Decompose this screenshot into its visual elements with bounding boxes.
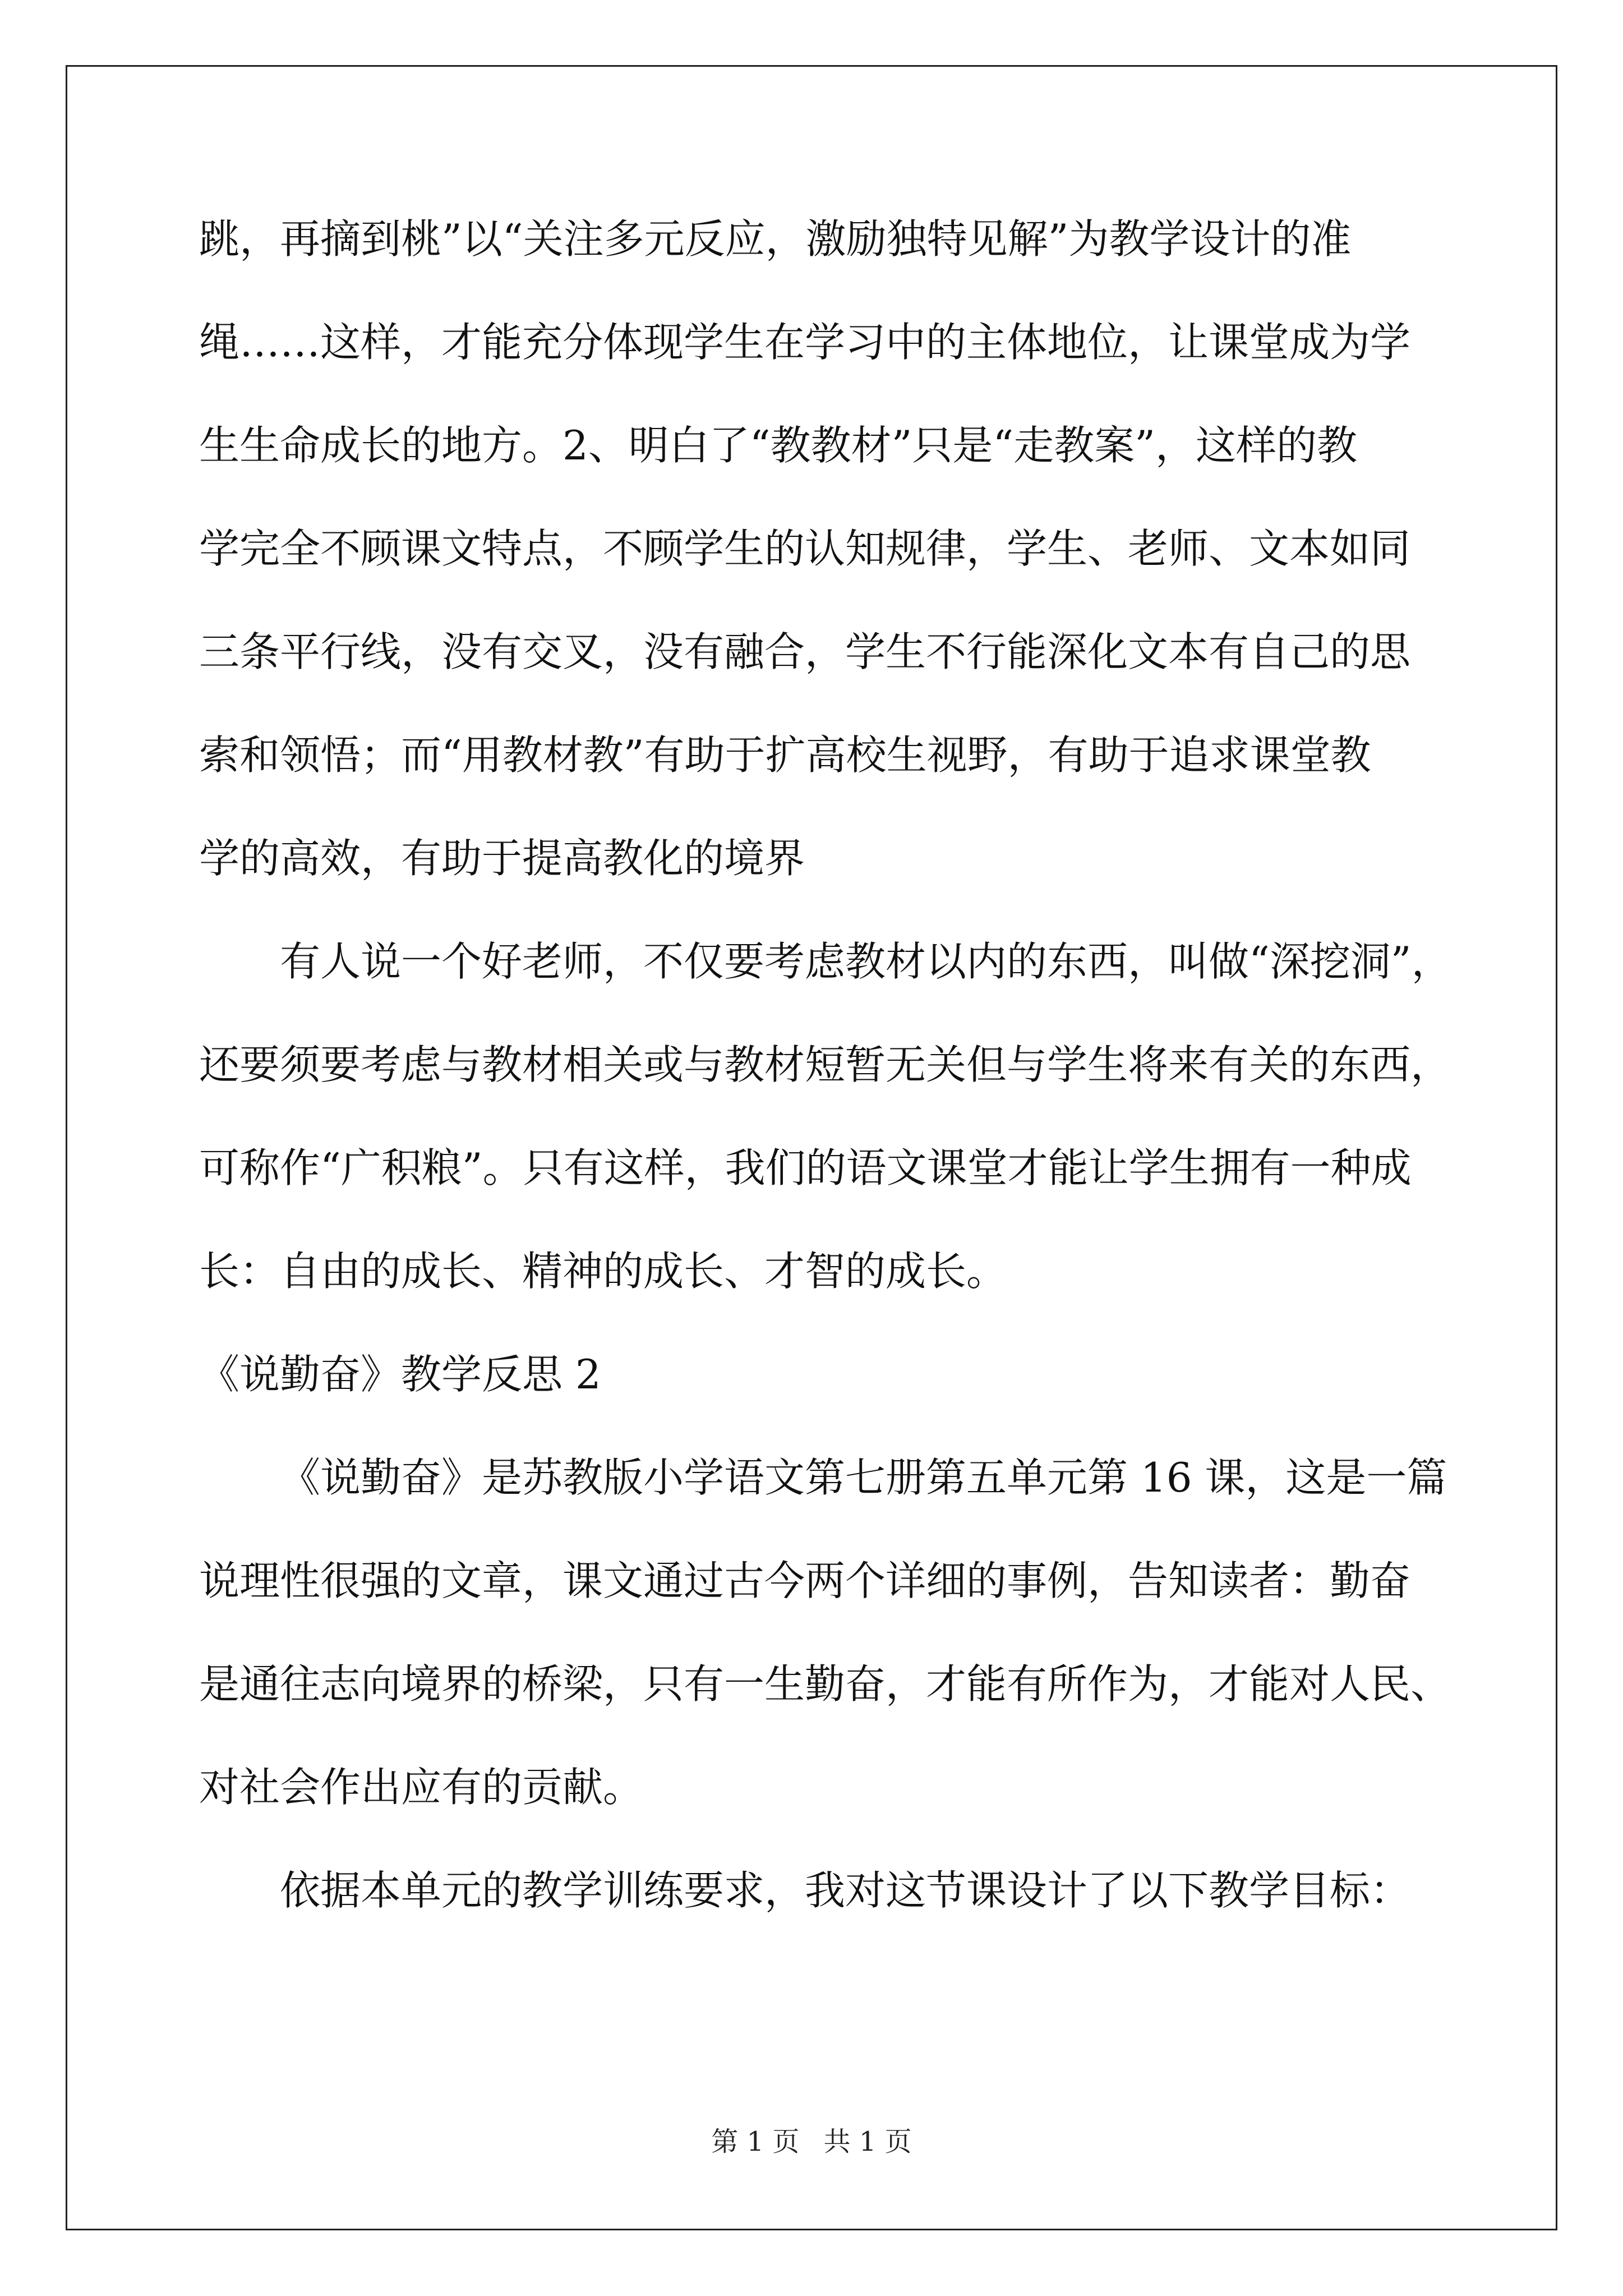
text-line: 三条平行线，没有交叉，没有融合，学生不行能深化文本有自己的思 — [199, 628, 1411, 675]
page-number: 第 1 页 — [711, 2126, 800, 2157]
text-line: 长：自由的成长、精神的成长、才智的成长。 — [199, 1248, 1007, 1295]
document-body — [199, 213, 1452, 1916]
text-line: 《说勤奋》是苏教版小学语文第七册第五单元第 16 课，这是一篇 — [280, 1454, 1447, 1501]
text-line: 可称作“广积粮”。只有这样，我们的语文课堂才能让学生拥有一种成 — [199, 1144, 1412, 1191]
text-line: 说理性很强的文章，课文通过古今两个详细的事例，告知读者：勤奋 — [199, 1557, 1411, 1604]
text-line: 生生命成长的地方。2、明白了“教教材”只是“走教案”，这样的教 — [199, 422, 1358, 469]
text-line: 学完全不顾课文特点，不顾学生的认知规律，学生、老师、文本如同 — [199, 525, 1411, 572]
page-total: 共 1 页 — [823, 2126, 912, 2157]
text-line: 索和领悟；而“用教材教”有助于扩高校生视野，有助于追求课堂教 — [199, 731, 1371, 779]
text-line: 还要须要考虑与教材相关或与教材短暂无关但与学生将来有关的东西， — [199, 1041, 1451, 1088]
text-line: 学的高效，有助于提高教化的境界 — [199, 835, 805, 882]
text-line: 对社会作出应有的贡献。 — [199, 1764, 644, 1811]
section-heading: 《说勤奋》教学反思 2 — [199, 1351, 601, 1398]
text-line: 有人说一个好老师，不仅要考虑教材以内的东西，叫做“深挖洞”， — [280, 938, 1452, 985]
text-line: 是通往志向境界的桥梁，只有一生勤奋，才能有所作为，才能对人民、 — [199, 1660, 1451, 1708]
text-line: 跳，再摘到桃”以“关注多元反应，激励独特见解”为教学设计的准 — [199, 215, 1352, 263]
text-line: 依据本单元的教学训练要求，我对这节课设计了以下教学目标： — [280, 1867, 1411, 1914]
text-line: 绳……这样，才能充分体现学生在学习中的主体地位，让课堂成为学 — [199, 319, 1411, 366]
page-footer — [0, 2125, 1623, 2159]
